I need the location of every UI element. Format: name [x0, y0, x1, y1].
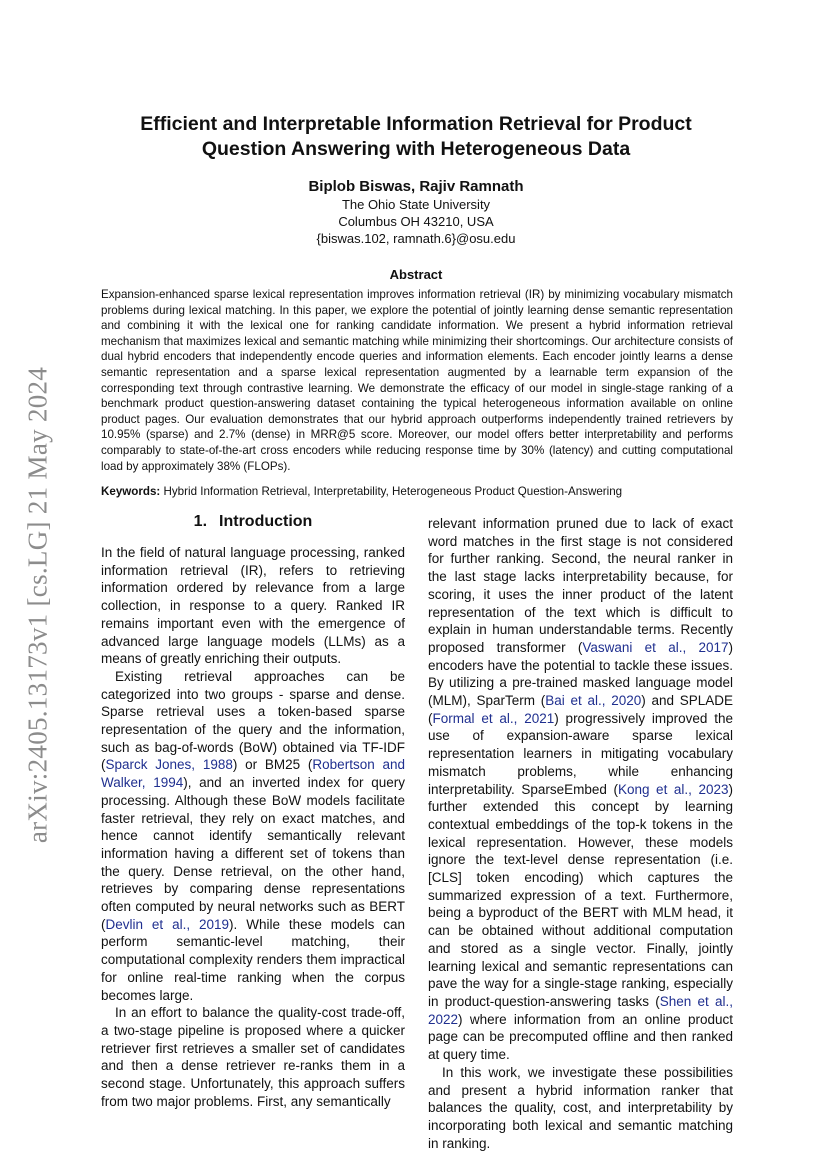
paragraph-text: relevant information pruned due to lack of exact word matches in the first stage is not considered for further ranking. Second, the neural ranker in the last stage lacks interpretability because, for scoring, it uses the inner product of the latent representation of the text which is difficult to explain in human understandable terms. Recently proposed transformer (	[428, 516, 733, 655]
citation-link[interactable]: Devlin et al., 2019	[105, 916, 230, 932]
paragraph-text: Existing retrieval approaches can be categorized into two groups - sparse and dense. Sparse retrieval uses a token-based sparse representation of the query and the information, such as bag-of-words (BoW) obtained via TF-IDF (	[101, 668, 405, 773]
intro-paragraph-4	[428, 515, 733, 1064]
paragraph-text: ) or BM25 (	[232, 757, 313, 773]
citation-link[interactable]: Vaswani et al., 2017	[582, 639, 729, 655]
citation-link[interactable]: Sparck Jones, 1988	[105, 757, 233, 773]
section-number: 1.	[193, 513, 208, 530]
paragraph-text: ) encoders have the potential to tackle these issues. By utilizing a pre-trained masked language model (MLM), SparTerm (	[428, 639, 734, 709]
affiliation-institution: The Ohio State University	[341, 197, 491, 212]
abstract-body: Expansion-enhanced sparse lexical representation improves information retrieval (IR) by minimizing vocabulary mismatch problems during lexical matching. In this paper, we explore the potential of jointly learning dense semantic representation and combining it with the lexical one for ranking candidate information. We present a hybrid information retrieval mechanism that maximizes lexical and semantic matching while minimizing their shortcomings. Our architecture consists of dual hybrid encoders that independently encode queries and information elements. Each encoder jointly learns a dense semantic representation and a sparse lexical representation augmented by a learnable term expansion of the corresponding text through contrastive learning. We demonstrate the efficacy of our model in single-stage ranking of a benchmark product question-answering dataset containing the typical heterogeneous information available on online product pages. Our evaluation demonstrates that our hybrid approach outperforms independently trained retrievers by 10.95% (sparse) and 2.7% (dense) in MRR@5 score. Moreover, our model offers better interpretability and performs comparably to state-of-the-art cross encoders while reducing response time by 30% (latency) and cutting computational load by approximately 38% (FLOPs).	[101, 288, 733, 473]
affiliation-email: {biswas.102, ramnath.6}@osu.edu	[316, 231, 516, 246]
authors: Biplob Biswas, Rajiv Ramnath	[308, 178, 524, 195]
arxiv-identifier-text: arXiv:2405.13173v1 [cs.LG] 21 May 2024	[22, 366, 53, 844]
paragraph-text: ). While these models can perform semantic-level matching, their computational complexity renders them impractical for online real-time ranking when the corpus becomes large.	[101, 916, 405, 1003]
section-heading	[101, 512, 405, 532]
section-title: Introduction	[219, 513, 313, 530]
paragraph-text: ) where information from an online product page can be precomputed offline and then ranked at query time.	[428, 1011, 733, 1063]
abstract-heading: Abstract	[389, 267, 443, 282]
title-line-1: Efficient and Interpretable Information Retrieval for Product	[140, 113, 692, 135]
paragraph-text: ) progressively improved the use of expansion-aware sparse lexical representation learners in mitigating vocabulary mismatch problems, while enhancing interpretability. SparseEmbed (	[428, 710, 733, 797]
keywords-label: Keywords:	[101, 485, 161, 498]
left-column	[101, 512, 405, 1111]
citation-link[interactable]: Shen et al., 2022	[428, 993, 733, 1027]
keywords-text: Hybrid Information Retrieval, Interpretability, Heterogeneous Product Question-Answering	[163, 485, 623, 498]
intro-paragraph-5: In this work, we investigate these possibilities and present a hybrid information ranker that balances the quality, cost, and interpretability by incorporating both lexical and semantic matching in ranking.	[428, 1064, 733, 1151]
affiliation	[100, 196, 732, 247]
right-column	[428, 515, 733, 1152]
intro-paragraph-1: In the field of natural language processing, ranked information retrieval (IR), refers to retrieving information ordered by relevance from a large collection, in response to a query. Ranked IR remains important even with the emergence of advanced large language models (LLMs) as a means of greatly enriching their outputs.	[101, 545, 405, 667]
arxiv-identifier	[23, 355, 53, 855]
affiliation-address: Columbus OH 43210, USA	[338, 214, 494, 229]
citation-link[interactable]: Robertson and Walker, 1994	[101, 757, 405, 791]
intro-paragraph-3: In an effort to balance the quality-cost trade-off, a two-stage pipeline is proposed where a quicker retriever first retrieves a smaller set of candidates and then a dense retriever re-ranks them in a second stage. Unfortunately, this approach suffers from two major problems. First, any semantically	[101, 1005, 405, 1109]
paragraph-text: ) further extended this concept by learning contextual embeddings of the top-k tokens in the lexical representation. However, these models ignore the text-level dense representation (i.e. [CLS] token encoding) which captures the summarized expression of a text. Furthermore, being a byproduct of the BERT with MLM head, it can be obtained without additional computation and stored as a single vector. Finally, jointly learning lexical and semantic representations can pave the way for a single-stage ranking, especially in product-question-answering tasks (	[428, 781, 733, 1009]
citation-link[interactable]: Kong et al., 2023	[617, 781, 729, 797]
paragraph-text: ) and SPLADE (	[428, 693, 733, 726]
paper-title	[100, 112, 732, 162]
keywords	[101, 485, 733, 498]
intro-paragraph-2	[101, 668, 405, 1004]
title-line-2: Question Answering with Heterogeneous Data	[201, 138, 631, 160]
citation-link[interactable]: Formal et al., 2021	[432, 710, 555, 726]
paragraph-text: ), and an inverted index for query processing. Although these BoW models facilitate faster retrieval, they rely on exact matches, and hence cannot identify semantically relevant information having a different set of tokens than the query. Dense retrieval, on the other hand, retrieves by comparing dense representations often computed by neural networks such as BERT (	[101, 775, 405, 932]
citation-link[interactable]: Bai et al., 2020	[545, 693, 642, 709]
